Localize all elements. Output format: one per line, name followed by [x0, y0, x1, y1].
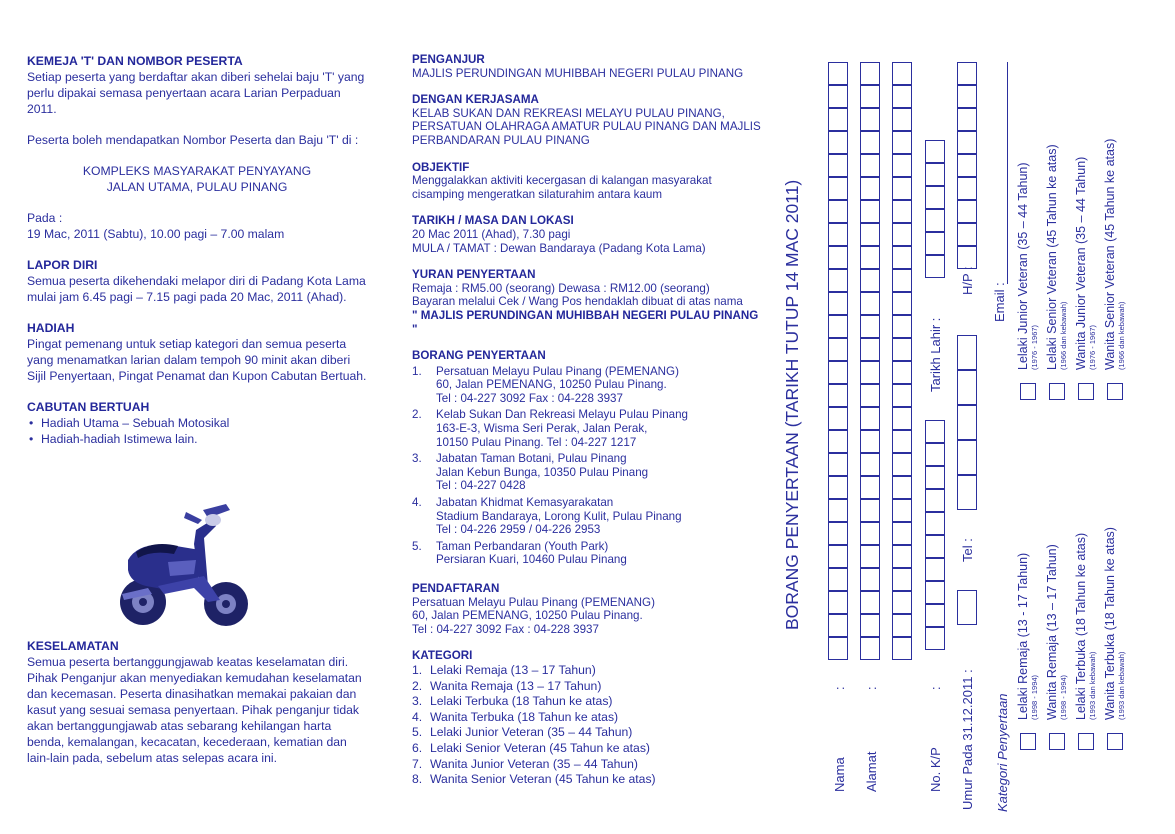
char-box[interactable]: [860, 361, 880, 384]
char-box[interactable]: [892, 545, 912, 568]
char-box[interactable]: [892, 108, 912, 131]
char-box[interactable]: [828, 453, 848, 476]
char-box[interactable]: [860, 568, 880, 591]
kerjasama-text: KELAB SUKAN DAN REKREASI MELAYU PULAU PINANG, PERSATUAN OLAHRAGA AMATUR PULAU PINANG DAN MAJLIS PERBANDARAN PULAU PINANG: [412, 106, 761, 147]
char-box[interactable]: [957, 370, 977, 405]
char-box[interactable]: [828, 177, 848, 200]
char-box[interactable]: [860, 430, 880, 453]
kategori-option-label: Lelaki Senior Veteran (45 Tahun ke atas) (1966 dan kebawah): [1045, 144, 1068, 370]
char-box[interactable]: [957, 85, 977, 108]
char-box[interactable]: [925, 627, 945, 650]
alamat-colon: :: [864, 686, 879, 690]
char-box[interactable]: [860, 131, 880, 154]
char-box[interactable]: [892, 430, 912, 453]
kategori-option-label: Lelaki Terbuka (18 Tahun ke atas) (1993 dan kebawah): [1074, 532, 1097, 720]
char-box[interactable]: [957, 154, 977, 177]
list-item: 6. Lelaki Senior Veteran (45 Tahun ke atas): [412, 740, 650, 755]
char-box[interactable]: [828, 384, 848, 407]
char-box[interactable]: [828, 545, 848, 568]
char-box[interactable]: [860, 85, 880, 108]
char-box[interactable]: [828, 637, 848, 660]
char-box[interactable]: [892, 154, 912, 177]
char-box[interactable]: [860, 269, 880, 292]
char-box[interactable]: [860, 545, 880, 568]
char-box[interactable]: [860, 62, 880, 85]
char-box[interactable]: [828, 223, 848, 246]
char-box[interactable]: [860, 108, 880, 131]
motorcycle-image: [108, 490, 258, 640]
kategori-option-label: Lelaki Junior Veteran (35 – 44 Tahun) (1976 - 1967): [1016, 162, 1039, 370]
char-box[interactable]: [925, 581, 945, 604]
char-box[interactable]: [828, 614, 848, 637]
char-box[interactable]: [892, 246, 912, 269]
char-box[interactable]: [892, 499, 912, 522]
char-box[interactable]: [828, 200, 848, 223]
char-box[interactable]: [957, 590, 977, 625]
char-box[interactable]: [925, 140, 945, 163]
umur-label: Umur Pada 31.12.2011 :: [960, 669, 975, 810]
char-box[interactable]: [892, 131, 912, 154]
char-box[interactable]: [860, 338, 880, 361]
char-box[interactable]: [828, 131, 848, 154]
char-box[interactable]: [957, 177, 977, 200]
char-box[interactable]: [860, 384, 880, 407]
kategori-checkbox[interactable]: [1020, 383, 1036, 400]
objektif-heading: OBJEKTIF: [412, 160, 470, 174]
penganjur-heading: PENGANJUR: [412, 53, 485, 66]
alamat-label: Alamat: [864, 751, 879, 792]
keselamatan-text: Semua peserta bertanggungjawab keatas keselamatan diri. Pihak Penganjur akan menyediakan kemudahan keselamatan dan kecemasan. Peserta dinasihatkan memakai pakaian dan kasut yang sesuai semasa penyertaan. Pihak penganjur tidak akan bertanggungjawab atas sebarang kehilangan harta benda, kemalangan, kecacatan, kecederaan, kematian dan lain-lain pada, sebelum atas selepas acara ini.: [27, 655, 362, 765]
char-box[interactable]: [892, 177, 912, 200]
kategori-checkbox[interactable]: [1107, 733, 1123, 750]
char-box[interactable]: [957, 475, 977, 510]
list-item: • Hadiah Utama – Sebuah Motosikal: [27, 415, 367, 431]
kategori-checkbox[interactable]: [1078, 383, 1094, 400]
char-box[interactable]: [860, 200, 880, 223]
kategori-option-label: Wanita Junior Veteran (35 – 44 Tahun) (1976 - 1967): [1074, 156, 1097, 370]
yuran-line-3: " MAJLIS PERUNDINGAN MUHIBBAH NEGERI PULAU PINANG ": [412, 308, 759, 336]
char-box[interactable]: [828, 591, 848, 614]
char-box[interactable]: [828, 315, 848, 338]
list-item: 3. Lelaki Terbuka (18 Tahun ke atas): [412, 694, 613, 709]
char-box[interactable]: [925, 466, 945, 489]
char-box[interactable]: [925, 489, 945, 512]
pendaftaran-line-2: 60, Jalan PEMENANG, 10250 Pulau Pinang.: [412, 609, 643, 623]
cabutan-heading: CABUTAN BERTUAH: [27, 400, 150, 414]
char-box[interactable]: [892, 292, 912, 315]
kategori-checkbox[interactable]: [1107, 383, 1123, 400]
char-box[interactable]: [925, 232, 945, 255]
char-box[interactable]: [892, 637, 912, 660]
yuran-heading: YURAN PENYERTAAN: [412, 268, 536, 282]
char-box[interactable]: [925, 186, 945, 209]
char-box[interactable]: [828, 62, 848, 85]
char-box[interactable]: [860, 499, 880, 522]
char-box[interactable]: [892, 62, 912, 85]
cabutan-list: [27, 415, 367, 447]
char-box[interactable]: [957, 108, 977, 131]
kategori-option-label: Wanita Remaja (13 – 17 Tahun) (1998 - 1994): [1045, 544, 1068, 720]
nokp-label: No. K/P: [928, 747, 943, 792]
char-box[interactable]: [860, 614, 880, 637]
char-box[interactable]: [828, 430, 848, 453]
char-box[interactable]: [957, 223, 977, 246]
tarikh-heading: TARIKH / MASA DAN LOKASI: [412, 214, 574, 228]
list-item: 4. Jabatan Khidmat Kemasyarakatan Stadium Bandaraya, Lorong Kulit, Pulau Pinang Tel : 04-226 2959 / 04-226 2953: [412, 496, 682, 537]
char-box[interactable]: [828, 85, 848, 108]
char-box[interactable]: [957, 200, 977, 223]
char-box[interactable]: [860, 591, 880, 614]
char-box[interactable]: [925, 255, 945, 278]
char-box[interactable]: [860, 154, 880, 177]
kemeja-text-2: Peserta boleh mendapatkan Nombor Peserta dan Baju 'T' di :: [27, 133, 359, 147]
nama-label: Nama: [832, 757, 847, 792]
char-box[interactable]: [828, 476, 848, 499]
char-box[interactable]: [925, 209, 945, 232]
kategori-option-label: Wanita Senior Veteran (45 Tahun ke atas) (1966 dan kebawah): [1103, 138, 1126, 370]
char-box[interactable]: [892, 591, 912, 614]
char-box[interactable]: [892, 453, 912, 476]
char-box[interactable]: [860, 177, 880, 200]
char-box[interactable]: [860, 407, 880, 430]
venue-line-2: JALAN UTAMA, PULAU PINANG: [106, 180, 288, 194]
kategori-option-label: Wanita Terbuka (18 Tahun ke atas) (1993 dan kebawah): [1103, 527, 1126, 720]
hadiah-heading: HADIAH: [27, 321, 75, 335]
kemeja-heading: KEMEJA 'T' DAN NOMBOR PESERTA: [27, 54, 243, 68]
email-line[interactable]: [1007, 62, 1008, 284]
pendaftaran-line-3: Tel : 04-227 3092 Fax : 04-228 3937: [412, 622, 599, 636]
list-item: 5. Lelaki Junior Veteran (35 – 44 Tahun): [412, 725, 633, 740]
middle-column: [412, 53, 762, 788]
char-box[interactable]: [925, 512, 945, 535]
char-box[interactable]: [957, 335, 977, 370]
char-box[interactable]: [860, 223, 880, 246]
keselamatan-heading: KESELAMATAN: [27, 639, 119, 653]
list-item: 1. Lelaki Remaja (13 – 17 Tahun): [412, 662, 596, 677]
hadiah-text: Pingat pemenang untuk setiap kategori dan semua peserta yang menamatkan larian dalam tempoh 90 minit akan diberi Sijil Penyertaan, Pingat Penamat dan Kupon Cabutan Bertuah.: [27, 337, 367, 383]
char-box[interactable]: [957, 131, 977, 154]
char-box[interactable]: [828, 269, 848, 292]
char-box[interactable]: [892, 476, 912, 499]
char-box[interactable]: [892, 384, 912, 407]
list-item: • Hadiah-hadiah Istimewa lain.: [27, 431, 367, 447]
char-box[interactable]: [828, 246, 848, 269]
kategori-option-label: Lelaki Remaja (13 - 17 Tahun) (1998 - 1994): [1016, 552, 1039, 720]
email-label: Email :: [992, 282, 1007, 322]
char-box[interactable]: [860, 637, 880, 660]
tarikh-line-1: 20 Mac 2011 (Ahad), 7.30 pagi: [412, 227, 571, 241]
char-box[interactable]: [925, 443, 945, 466]
char-box[interactable]: [860, 476, 880, 499]
char-box[interactable]: [892, 338, 912, 361]
char-box[interactable]: [892, 614, 912, 637]
char-box[interactable]: [828, 108, 848, 131]
char-box[interactable]: [957, 62, 977, 85]
pada-date: 19 Mac, 2011 (Sabtu), 10.00 pagi – 7.00 malam: [27, 227, 285, 241]
kategori-list: [412, 663, 762, 788]
char-box[interactable]: [828, 499, 848, 522]
borang-heading: BORANG PENYERTAAN: [412, 349, 546, 363]
char-box[interactable]: [828, 154, 848, 177]
char-box[interactable]: [892, 522, 912, 545]
char-box[interactable]: [925, 420, 945, 443]
char-box[interactable]: [828, 292, 848, 315]
list-item: 2. Wanita Remaja (13 – 17 Tahun): [412, 678, 602, 693]
char-box[interactable]: [892, 223, 912, 246]
pada-label: Pada :: [27, 211, 63, 225]
char-box[interactable]: [860, 522, 880, 545]
lapor-text: Semua peserta dikehendaki melapor diri di Padang Kota Lama mulai jam 6.45 pagi – 7.15 pagi pada 20 Mac, 2011 (Ahad).: [27, 274, 366, 304]
nokp-colon: :: [928, 686, 943, 690]
hp-label: H/P :: [960, 266, 975, 295]
list-item: 5. Taman Perbandaran (Youth Park) Persiaran Kuari, 10460 Pulau Pinang: [412, 539, 627, 567]
char-box[interactable]: [860, 292, 880, 315]
kerjasama-heading: DENGAN KERJASAMA: [412, 93, 539, 107]
venue-line-1: KOMPLEKS MASYARAKAT PENYAYANG: [82, 164, 312, 178]
char-box[interactable]: [892, 315, 912, 338]
char-box[interactable]: [957, 405, 977, 440]
kategori-checkbox[interactable]: [1049, 383, 1065, 400]
form-title: BORANG PENYERTAAN (TARIKH TUTUP 14 MAC 2011): [782, 179, 802, 630]
char-box[interactable]: [892, 269, 912, 292]
objektif-text: Menggalakkan aktiviti kecergasan di kalangan masyarakat cisamping mengeratkan silaturahim antara kaum: [412, 174, 712, 201]
list-item: 2. Kelab Sukan Dan Rekreasi Melayu Pulau Pinang 163-E-3, Wisma Seri Perak, Jalan Perak, 10150 Pulau Pinang. Tel : 04-227 1217: [412, 408, 688, 449]
char-box[interactable]: [828, 407, 848, 430]
char-box[interactable]: [828, 522, 848, 545]
kategori-penyertaan-label: Kategori Penyertaan: [995, 693, 1010, 812]
char-box[interactable]: [828, 361, 848, 384]
char-box[interactable]: [892, 85, 912, 108]
keselamatan-section: [27, 638, 367, 766]
char-box[interactable]: [892, 568, 912, 591]
char-box[interactable]: [860, 453, 880, 476]
tarikh-line-2: MULA / TAMAT : Dewan Bandaraya (Padang Kota Lama): [412, 241, 706, 255]
left-column: [27, 53, 367, 447]
char-box[interactable]: [957, 440, 977, 475]
char-box[interactable]: [892, 361, 912, 384]
char-box[interactable]: [860, 315, 880, 338]
pendaftaran-line-1: Persatuan Melayu Pulau Pinang (PEMENANG): [412, 595, 655, 609]
kategori-checkbox[interactable]: [1020, 733, 1036, 750]
kemeja-text: Setiap peserta yang berdaftar akan diberi sehelai baju 'T' yang perlu dipakai semasa penyertaan acara Larian Perpaduan 2011.: [27, 70, 365, 116]
yuran-line-1: Remaja : RM5.00 (seorang) Dewasa : RM12.00 (seorang): [412, 281, 710, 295]
char-box[interactable]: [925, 558, 945, 581]
nama-colon: :: [832, 686, 847, 690]
kategori-checkbox[interactable]: [1078, 733, 1094, 750]
char-box[interactable]: [892, 407, 912, 430]
char-box[interactable]: [828, 568, 848, 591]
list-item: 8. Wanita Senior Veteran (45 Tahun ke atas): [412, 772, 656, 787]
lapor-heading: LAPOR DIRI: [27, 258, 98, 272]
char-box[interactable]: [925, 604, 945, 627]
kategori-checkbox[interactable]: [1049, 733, 1065, 750]
yuran-line-2: Bayaran melalui Cek / Wang Pos hendaklah dibuat di atas nama: [412, 295, 743, 309]
borang-list: [412, 365, 762, 567]
pendaftaran-heading: PENDAFTARAN: [412, 582, 500, 595]
list-item: 1. Persatuan Melayu Pulau Pinang (PEMENANG) 60, Jalan PEMENANG, 10250 Pulau Pinang. Tel : 04-227 3092 Fax : 04-228 3937: [412, 364, 679, 405]
kategori-heading: KATEGORI: [412, 649, 473, 663]
char-box[interactable]: [925, 535, 945, 558]
list-item: 7. Wanita Junior Veteran (35 – 44 Tahun): [412, 756, 638, 771]
char-box[interactable]: [892, 200, 912, 223]
list-item: 4. Wanita Terbuka (18 Tahun ke atas): [412, 709, 619, 724]
list-item: 3. Jabatan Taman Botani, Pulau Pinang Jalan Kebun Bunga, 10350 Pulau Pinang Tel : 04-227 0428: [412, 452, 649, 493]
char-box[interactable]: [860, 246, 880, 269]
penganjur-text: MAJLIS PERUNDINGAN MUHIBBAH NEGERI PULAU PINANG: [412, 66, 744, 80]
char-box[interactable]: [828, 338, 848, 361]
char-box[interactable]: [925, 163, 945, 186]
tel-label: Tel :: [960, 538, 975, 562]
tarikh-lahir-label: Tarikh Lahir :: [928, 317, 943, 392]
